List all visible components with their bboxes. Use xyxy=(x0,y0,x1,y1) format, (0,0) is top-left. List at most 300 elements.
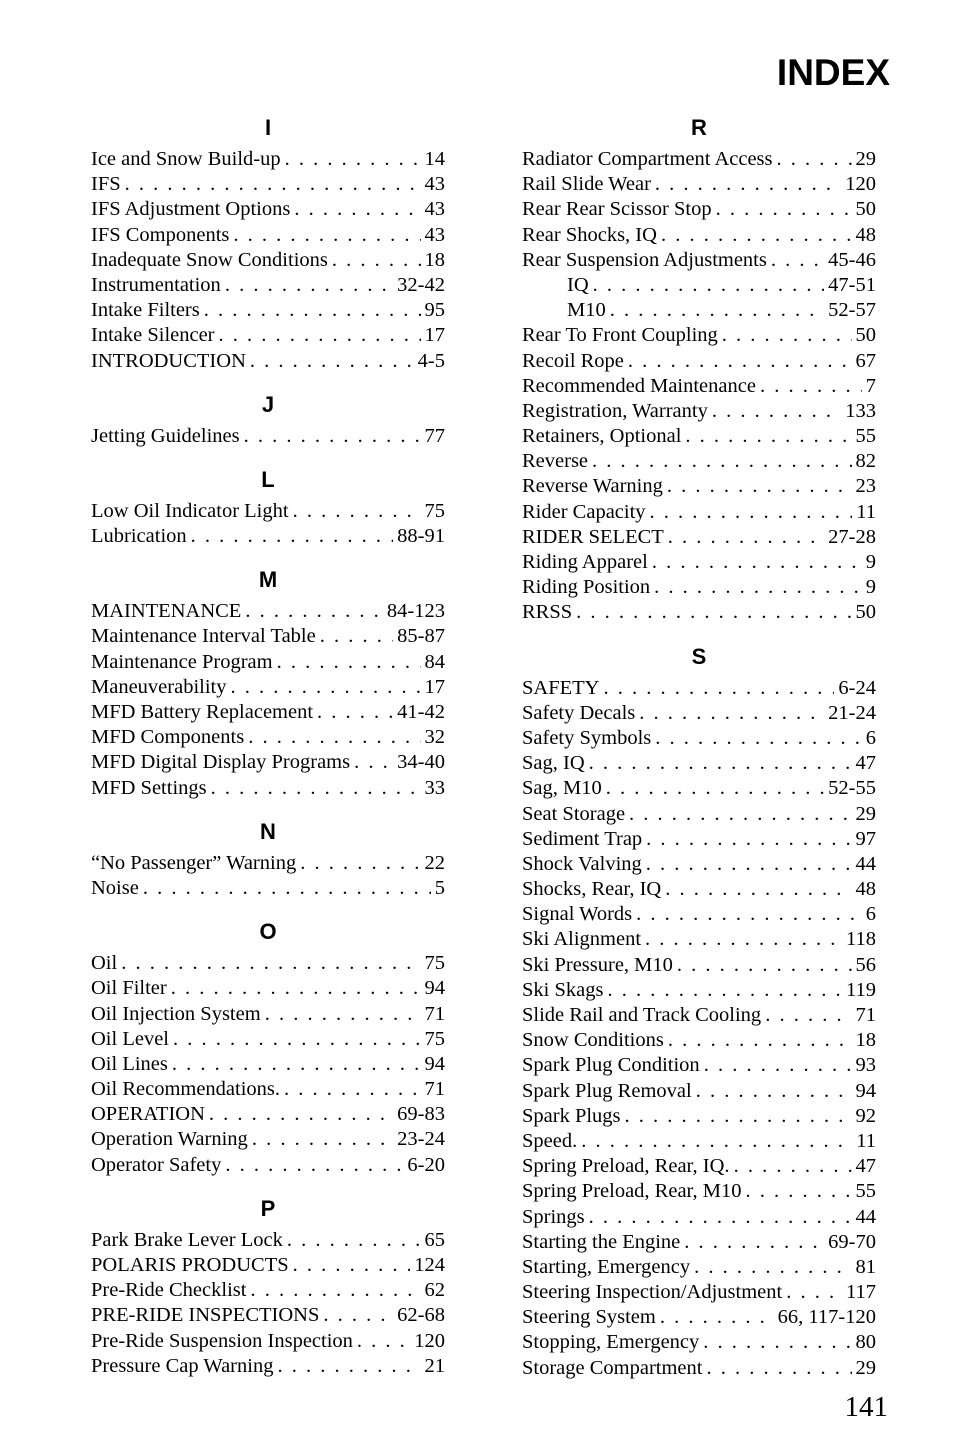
leader-dots xyxy=(628,349,852,374)
leader-dots xyxy=(252,1127,393,1152)
index-entry xyxy=(522,827,876,852)
entry-page: 71 xyxy=(424,1078,445,1101)
entry-term: Noise xyxy=(91,876,139,899)
index-entry xyxy=(91,700,445,725)
entry-term: Pressure Cap Warning xyxy=(91,1354,274,1377)
index-entry xyxy=(522,1330,876,1355)
index-section-s xyxy=(522,643,876,1381)
leader-dots xyxy=(323,1303,393,1328)
leader-dots xyxy=(191,524,394,549)
entry-page: 44 xyxy=(855,1205,876,1228)
leader-dots xyxy=(121,951,420,976)
section-letter: N xyxy=(260,818,276,844)
leader-dots xyxy=(589,1205,852,1230)
leader-dots xyxy=(654,575,862,600)
section-letter: I xyxy=(264,115,272,140)
entry-term: Storage Compartment xyxy=(522,1356,703,1379)
index-entry xyxy=(91,1278,445,1303)
entry-page: 75 xyxy=(424,499,445,522)
entry-page: 9 xyxy=(865,576,876,599)
entry-page: 94 xyxy=(424,1052,445,1075)
entry-page: 94 xyxy=(855,1079,876,1102)
entry-page: 75 xyxy=(424,952,445,975)
index-entry xyxy=(91,1303,445,1328)
leader-dots xyxy=(284,1077,420,1102)
entry-term: Reverse xyxy=(522,450,589,473)
entry-page: 67 xyxy=(855,349,876,372)
leader-dots xyxy=(592,449,851,474)
entry-page: 117 xyxy=(846,1281,876,1304)
index-section-o xyxy=(91,918,445,1178)
index-entry xyxy=(522,147,876,172)
leader-dots xyxy=(677,953,852,978)
entry-page: 52-55 xyxy=(828,777,876,800)
index-section-m xyxy=(91,566,445,801)
index-section-j xyxy=(91,391,445,449)
entry-page: 11 xyxy=(856,1129,876,1152)
entry-page: 50 xyxy=(855,198,876,221)
entry-term: Recommended Maintenance xyxy=(522,374,756,397)
index-entry xyxy=(91,1127,445,1152)
entry-page: 124 xyxy=(414,1254,445,1276)
entry-term: MFD Components xyxy=(91,726,245,749)
leader-dots xyxy=(645,927,842,952)
index-entry xyxy=(522,1179,876,1204)
entry-page: 47-51 xyxy=(828,273,876,296)
index-entry xyxy=(91,650,445,675)
index-entry xyxy=(522,273,876,298)
index-entry xyxy=(522,298,876,323)
entry-term: Operator Safety xyxy=(91,1153,222,1176)
index-entry xyxy=(522,323,876,348)
entry-term: Retainers, Optional xyxy=(522,425,682,448)
entry-term: RRSS xyxy=(522,601,573,624)
leader-dots xyxy=(660,1305,774,1330)
index-entry xyxy=(522,1003,876,1028)
entry-term: Ski Skags xyxy=(522,978,604,1001)
entry-page: 56 xyxy=(855,953,876,976)
entry-term: Inadequate Snow Conditions xyxy=(91,248,328,271)
leader-dots xyxy=(209,1102,393,1127)
leader-dots xyxy=(265,1002,421,1027)
entry-page: 23 xyxy=(855,475,876,498)
index-section-n xyxy=(91,818,445,901)
index-entry xyxy=(91,1027,445,1052)
leader-dots xyxy=(589,751,852,776)
entry-term: Riding Apparel xyxy=(522,551,648,573)
entry-term: Spark Plug Removal xyxy=(522,1079,692,1102)
entry-page: 85-87 xyxy=(397,625,445,648)
entry-page: 47 xyxy=(855,752,876,775)
entry-term: Spring Preload, Rear, M10 xyxy=(522,1180,742,1203)
entry-page: 84-123 xyxy=(386,600,445,623)
entry-term: Shocks, Rear, IQ xyxy=(522,878,662,901)
entry-term: Oil Injection System xyxy=(91,1002,261,1025)
index-entry xyxy=(91,1253,445,1278)
entry-page: 50 xyxy=(855,324,876,347)
leader-dots xyxy=(722,323,852,348)
index-entry xyxy=(91,624,445,649)
entry-page: 47 xyxy=(855,1155,876,1178)
entry-term: Sag, M10 xyxy=(522,777,602,800)
entry-term: Jetting Guidelines xyxy=(91,424,240,447)
entry-term: Rear Shocks, IQ xyxy=(522,223,657,246)
entry-page: 11 xyxy=(856,500,876,523)
leader-dots xyxy=(125,172,421,197)
entry-page: 23-24 xyxy=(397,1128,445,1151)
index-entry xyxy=(91,599,445,624)
index-entry xyxy=(522,927,876,952)
entry-page: 6 xyxy=(865,903,876,926)
leader-dots xyxy=(607,978,842,1003)
section-letter: M xyxy=(258,567,278,593)
index-entry xyxy=(522,1079,876,1104)
leader-dots xyxy=(320,624,393,649)
leader-dots xyxy=(143,876,431,901)
entry-page: 18 xyxy=(424,248,445,271)
index-entry xyxy=(522,1230,876,1255)
leader-dots xyxy=(684,1230,824,1255)
leader-dots xyxy=(225,1153,403,1178)
entry-term: Starting the Engine xyxy=(522,1230,681,1253)
entry-term: Reverse Warning xyxy=(522,475,663,498)
entry-page: 97 xyxy=(855,827,876,850)
index-entry xyxy=(522,449,876,474)
entry-page: 80 xyxy=(855,1331,876,1354)
index-entry xyxy=(91,323,445,348)
leader-dots xyxy=(300,851,420,876)
entry-term: Registration, Warranty xyxy=(522,399,708,422)
entry-page: 93 xyxy=(855,1054,876,1077)
leader-dots xyxy=(661,223,852,248)
index-entry xyxy=(522,500,876,525)
leader-dots xyxy=(173,1027,421,1052)
leader-dots xyxy=(293,1253,411,1278)
index-column-left xyxy=(91,114,445,1379)
index-entry xyxy=(522,575,876,600)
entry-term: Maneuverability xyxy=(91,675,227,698)
index-entry xyxy=(522,852,876,877)
entry-term: Sediment Trap xyxy=(522,827,643,850)
entry-term: Maintenance Program xyxy=(91,650,273,673)
entry-page: 48 xyxy=(855,223,876,246)
index-entry xyxy=(91,1052,445,1077)
index-entry xyxy=(91,298,445,323)
entry-term: Ski Alignment xyxy=(522,928,642,951)
entry-page: 95 xyxy=(424,299,445,322)
leader-dots xyxy=(293,499,421,524)
leader-dots xyxy=(636,902,862,927)
entry-term: Intake Silencer xyxy=(91,324,215,347)
leader-dots xyxy=(760,374,862,399)
entry-term: Ski Pressure, M10 xyxy=(522,953,673,976)
leader-dots xyxy=(204,298,421,323)
entry-page: 33 xyxy=(424,776,445,799)
entry-page: 120 xyxy=(414,1329,445,1352)
index-entry xyxy=(522,197,876,222)
entry-page: 52-57 xyxy=(828,299,876,322)
leader-dots xyxy=(172,1052,421,1077)
leader-dots xyxy=(285,147,421,172)
leader-dots xyxy=(786,1280,842,1305)
entry-page: 43 xyxy=(424,223,445,246)
entry-page: 55 xyxy=(855,425,876,448)
index-entry xyxy=(522,525,876,550)
entry-term: Signal Words xyxy=(522,903,633,926)
leader-dots xyxy=(294,197,420,222)
index-section-p xyxy=(91,1195,445,1379)
index-entry xyxy=(522,1154,876,1179)
entry-term: Rail Slide Wear xyxy=(522,173,651,196)
entry-term: Safety Symbols xyxy=(522,726,652,749)
leader-dots xyxy=(646,827,851,852)
index-entry xyxy=(522,1205,876,1230)
entry-page: 17 xyxy=(424,324,445,347)
entry-term: Oil Level xyxy=(91,1027,169,1050)
leader-dots xyxy=(277,650,421,675)
entry-page: 17 xyxy=(424,675,445,698)
entry-page: 62-68 xyxy=(397,1304,445,1327)
entry-page: 94 xyxy=(424,977,445,1000)
leader-dots xyxy=(225,273,393,298)
index-entry xyxy=(522,374,876,399)
entry-term: Rear Rear Scissor Stop xyxy=(522,198,712,221)
entry-page: 81 xyxy=(855,1255,876,1278)
entry-page: 7 xyxy=(865,374,876,397)
leader-dots xyxy=(211,776,421,801)
entry-page: 21-24 xyxy=(828,701,876,724)
entry-term: MFD Settings xyxy=(91,776,207,799)
leader-dots xyxy=(646,852,852,877)
entry-page: 32-42 xyxy=(397,273,445,296)
leader-dots xyxy=(244,424,421,449)
leader-dots xyxy=(667,474,852,499)
entry-page: 66, 117-120 xyxy=(777,1306,876,1329)
index-entry xyxy=(91,172,445,197)
entry-term: Lubrication xyxy=(91,525,187,548)
entry-page: 9 xyxy=(865,551,876,573)
index-entry xyxy=(91,776,445,801)
entry-page: 55 xyxy=(855,1180,876,1203)
entry-term: Steering Inspection/Adjustment xyxy=(522,1281,783,1304)
index-column-right xyxy=(522,114,876,1381)
entry-term: SAFETY xyxy=(522,676,600,699)
leader-dots xyxy=(704,1053,852,1078)
entry-term: IFS Components xyxy=(91,223,230,246)
entry-page: 34-40 xyxy=(397,751,445,774)
entry-term: Oil Recommendations. xyxy=(91,1078,281,1101)
entry-page: 88-91 xyxy=(397,525,445,548)
index-entry xyxy=(522,1053,876,1078)
leader-dots xyxy=(639,701,824,726)
entry-page: 119 xyxy=(846,978,876,1001)
index-entry xyxy=(522,172,876,197)
index-entry xyxy=(91,349,445,374)
leader-dots xyxy=(248,725,420,750)
index-entry xyxy=(91,675,445,700)
index-entry xyxy=(522,676,876,701)
index-entry xyxy=(522,751,876,776)
entry-page: 6-20 xyxy=(407,1153,445,1176)
entry-term: Springs xyxy=(522,1205,585,1228)
entry-term: Starting, Emergency xyxy=(522,1255,691,1278)
entry-page: 71 xyxy=(424,1002,445,1025)
index-entry xyxy=(522,1255,876,1280)
index-entry xyxy=(522,902,876,927)
entry-term: Spring Preload, Rear, IQ. xyxy=(522,1155,730,1178)
entry-page: 82 xyxy=(855,450,876,473)
leader-dots xyxy=(625,1104,852,1129)
leader-dots xyxy=(629,802,851,827)
entry-page: 50 xyxy=(855,601,876,624)
leader-dots xyxy=(219,323,421,348)
entry-term: Sag, IQ xyxy=(522,752,585,775)
entry-term: Slide Rail and Track Cooling xyxy=(522,1004,762,1026)
index-entry xyxy=(522,776,876,801)
entry-page: 69-83 xyxy=(397,1103,445,1126)
section-letter: R xyxy=(691,115,707,140)
entry-term: MAINTENANCE xyxy=(91,600,242,623)
entry-page: 43 xyxy=(424,198,445,221)
leader-dots xyxy=(287,1228,421,1253)
index-entry xyxy=(522,600,876,625)
index-entry xyxy=(522,223,876,248)
index-entry xyxy=(522,1104,876,1129)
entry-term: Safety Decals xyxy=(522,701,636,724)
leader-dots xyxy=(606,776,824,801)
leader-dots xyxy=(245,599,383,624)
index-entry xyxy=(522,550,876,575)
entry-term: Steering System xyxy=(522,1306,656,1329)
entry-term: Spark Plug Condition xyxy=(522,1054,700,1077)
index-entry xyxy=(522,1129,876,1154)
entry-page: 6-24 xyxy=(838,676,876,699)
page-number: 141 xyxy=(844,1391,888,1423)
leader-dots xyxy=(655,172,841,197)
entry-term: Riding Position xyxy=(522,576,651,599)
entry-page: 21 xyxy=(424,1354,445,1377)
leader-dots xyxy=(332,248,421,273)
leader-dots xyxy=(771,248,824,273)
entry-term: Low Oil Indicator Light xyxy=(91,499,289,522)
entry-page: 118 xyxy=(846,928,876,951)
entry-term: POLARIS PRODUCTS xyxy=(91,1254,289,1276)
entry-page: 133 xyxy=(845,399,876,422)
entry-term: “No Passenger” Warning xyxy=(91,851,297,874)
index-entry xyxy=(91,851,445,876)
index-entry xyxy=(91,1153,445,1178)
entry-page: 32 xyxy=(424,726,445,749)
entry-term: OPERATION xyxy=(91,1103,205,1126)
entry-term: Stopping, Emergency xyxy=(522,1331,700,1354)
entry-term: Shock Valving xyxy=(522,852,642,875)
entry-term: INTRODUCTION xyxy=(91,349,246,372)
leader-dots xyxy=(694,1255,851,1280)
section-letter: P xyxy=(260,1195,276,1221)
entry-page: 77 xyxy=(424,424,445,447)
index-entry xyxy=(91,1329,445,1354)
entry-term: RIDER SELECT xyxy=(522,525,664,548)
entry-page: 43 xyxy=(424,173,445,196)
entry-term: Snow Conditions xyxy=(522,1029,664,1052)
leader-dots xyxy=(665,877,851,902)
index-entry xyxy=(522,1305,876,1330)
entry-page: 4-5 xyxy=(417,349,445,372)
leader-dots xyxy=(603,676,834,701)
leader-dots xyxy=(354,750,393,775)
entry-term: MFD Battery Replacement xyxy=(91,701,314,723)
entry-page: 48 xyxy=(855,878,876,901)
entry-term: Recoil Rope xyxy=(522,349,624,372)
page-title: INDEX xyxy=(776,52,890,93)
index-entry xyxy=(91,524,445,549)
entry-term: IFS xyxy=(91,173,121,196)
entry-term: Pre-Ride Checklist xyxy=(91,1279,247,1302)
leader-dots xyxy=(357,1329,410,1354)
entry-term: Spark Plugs xyxy=(522,1104,621,1127)
entry-page: 29 xyxy=(855,148,876,170)
index-entry xyxy=(522,248,876,273)
entry-page: 27-28 xyxy=(828,525,876,548)
entry-term: Operation Warning xyxy=(91,1128,248,1151)
entry-term: M10 xyxy=(567,299,606,322)
index-entry xyxy=(522,474,876,499)
index-section-l xyxy=(91,466,445,549)
index-section-i xyxy=(91,114,445,374)
leader-dots xyxy=(250,349,414,374)
index-entry xyxy=(522,424,876,449)
entry-page: 6 xyxy=(865,726,876,749)
entry-page: 44 xyxy=(855,852,876,875)
leader-dots xyxy=(746,1179,852,1204)
entry-term: Maintenance Interval Table xyxy=(91,625,316,648)
leader-dots xyxy=(668,1028,852,1053)
entry-page: 75 xyxy=(424,1027,445,1050)
leader-dots xyxy=(581,1129,852,1154)
entry-term: Ice and Snow Build-up xyxy=(91,148,281,170)
leader-dots xyxy=(685,424,851,449)
entry-term: Rider Capacity xyxy=(522,500,646,523)
leader-dots xyxy=(706,1356,851,1381)
section-letter: O xyxy=(259,919,277,945)
leader-dots xyxy=(716,197,852,222)
leader-dots xyxy=(765,1003,851,1028)
entry-page: 41-42 xyxy=(397,701,445,723)
index-entry xyxy=(91,725,445,750)
index-entry xyxy=(91,876,445,901)
leader-dots xyxy=(171,976,421,1001)
leader-dots xyxy=(668,525,824,550)
entry-term: Oil xyxy=(91,952,118,975)
index-entry xyxy=(522,953,876,978)
index-entry xyxy=(91,499,445,524)
index-entry xyxy=(522,877,876,902)
index-entry xyxy=(91,147,445,172)
entry-page: 69-70 xyxy=(828,1230,876,1253)
entry-term: IQ xyxy=(567,273,589,296)
entry-page: 65 xyxy=(424,1228,445,1251)
leader-dots xyxy=(610,298,824,323)
index-entry xyxy=(91,1228,445,1253)
entry-term: IFS Adjustment Options xyxy=(91,198,291,221)
index-entry xyxy=(91,976,445,1001)
entry-term: MFD Digital Display Programs xyxy=(91,751,351,774)
index-entry xyxy=(522,802,876,827)
section-letter: J xyxy=(261,391,275,417)
index-entry xyxy=(522,701,876,726)
index-entry xyxy=(91,248,445,273)
leader-dots xyxy=(777,147,852,172)
